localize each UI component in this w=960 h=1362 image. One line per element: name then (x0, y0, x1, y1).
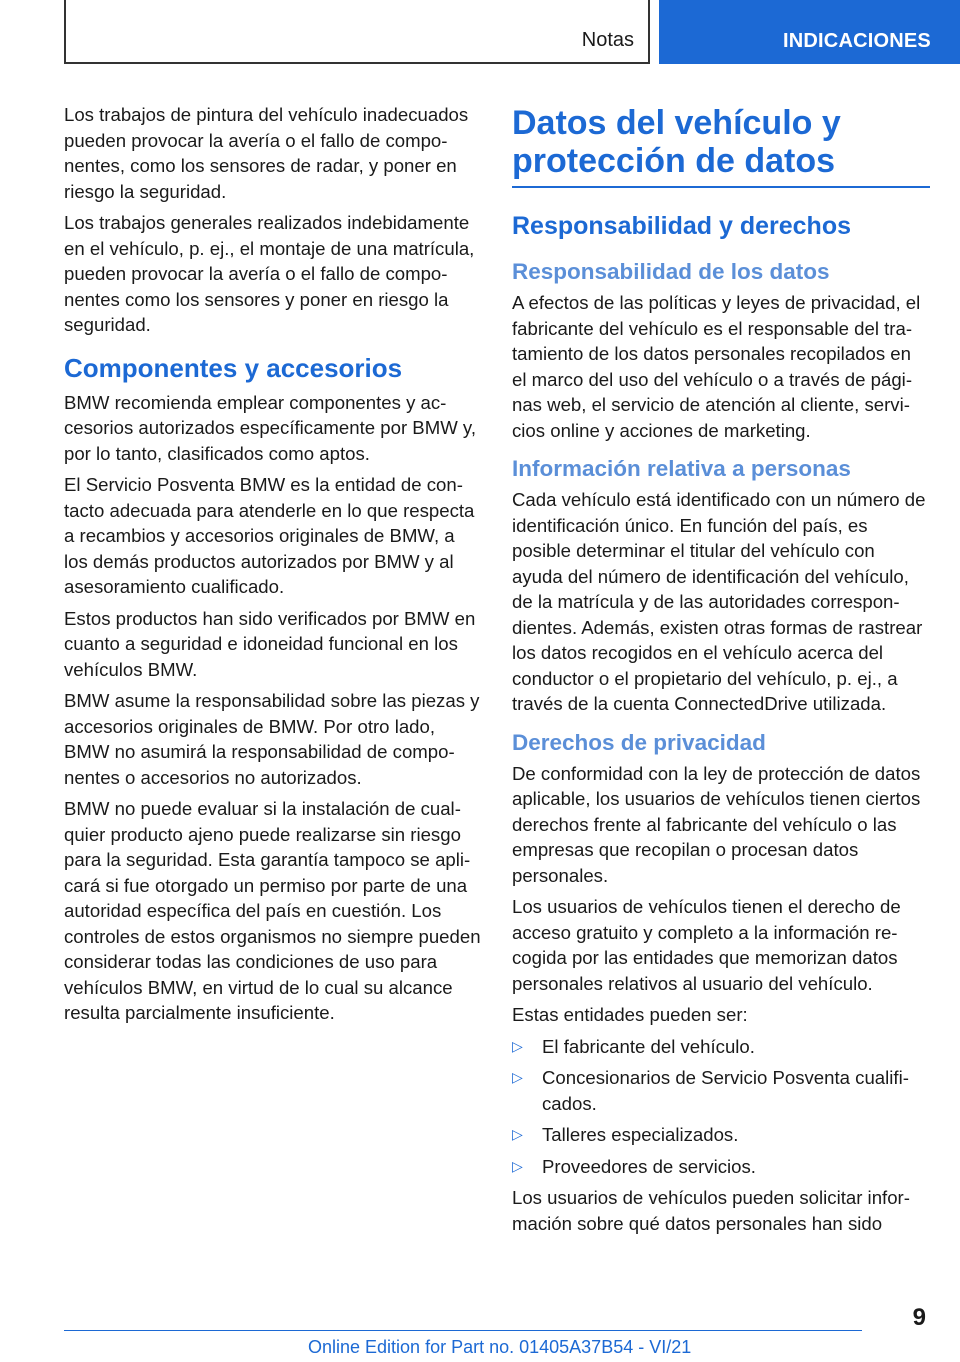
right-column (512, 104, 930, 1242)
section-tab-label: INDICACIONES (783, 30, 931, 52)
list-item (512, 1154, 930, 1180)
list-item-text: Proveedores de servicios. (542, 1155, 756, 1177)
notes-label: Notas (581, 29, 634, 51)
subheading-derechos-privacidad: Derechos de privacidad (512, 729, 766, 755)
list-item-text: El fabricante del vehículo. (542, 1035, 755, 1057)
paragraph: De conformidad con la ley de protección de datos aplicable, los usuarios de vehículos tienen ciertos derechos frente al fabricante del vehículo o las empresas que recopilan o procesan datos personales. (512, 762, 921, 886)
header-notes-box (64, 0, 650, 64)
title-divider (512, 186, 930, 188)
subheading-informacion-personas: Información relativa a personas (512, 456, 851, 481)
triangle-bullet-icon: ▷ (512, 1157, 523, 1174)
paragraph: Los usuarios de vehículos tienen el derecho de acceso gratuito y completo a la información recogida por las entidades que memorizan datos personales relativos al usuario del vehículo. (512, 896, 901, 994)
paragraph: Estas entidades pueden ser: (512, 1004, 748, 1025)
triangle-bullet-icon: ▷ (512, 1126, 523, 1142)
list-item-text: Concesionarios de Servicio Posventa cualificados. (542, 1067, 909, 1114)
list-item (512, 1065, 930, 1116)
paragraph: A efectos de las políticas y leyes de privacidad, el fabricante del vehículo es el responsable del tratamiento de los datos personales recopilados en el marco del uso del vehículo o a través de páginas web, el servicio de atención al cliente, servicios online y acciones de marketing. (512, 292, 921, 441)
section-heading-componentes: Componentes y accesorios (64, 352, 403, 383)
paragraph: Estos productos han sido verificados por BMW en cuanto a seguridad e idoneidad funcional en los vehículos BMW. (64, 607, 476, 680)
triangle-bullet-icon: ▷ (512, 1037, 523, 1054)
paragraph: BMW recomienda emplear componentes y accesorios autorizados específicamente por BMW y, por lo tanto, clasificados como aptos. (64, 391, 476, 464)
chapter-title: Datos del vehículo y protección de datos (512, 104, 841, 180)
paragraph: Los usuarios de vehículos pueden solicitar información sobre qué datos personales han sido (512, 1187, 910, 1234)
page-number: 9 (912, 1304, 926, 1331)
section-tab[interactable] (659, 0, 960, 64)
paragraph: BMW asume la responsabilidad sobre las piezas y accesorios originales de BMW. Por otro lado, BMW no asumirá la responsabilidad de componentes o accesorios no autorizados. (64, 690, 480, 788)
edition-footer: Online Edition for Part no. 01405A37B54 - VI/21 (308, 1337, 692, 1357)
paragraph: BMW no puede evaluar si la instalación de cualquier producto ajeno puede realizarse sin riesgo para la seguridad. Esta garantía tampoco se aplicará si fue otorgado un permiso por parte de una autoridad específica del país en cuestión. Los controles de estos organismos no siempre pueden considerar todas las condiciones de uso para vehículos BMW, en virtud de lo cual su alcance resulta parcialmente insuficiente. (64, 798, 481, 1023)
list-item-text: Talleres especializados. (542, 1124, 739, 1145)
paragraph: Cada vehículo está identificado con un número de identificación único. En función del país, es posible determinar el titular del vehículo con ayuda del número de identificación del vehículo, de la matrícula y de las autoridades correspondientes. Además, existen otras formas de rastrear los datos recogidos en el vehículo acerca del conductor o el propietario del vehículo, p. ej., a través de la cuenta ConnectedDrive utilizada. (512, 489, 926, 714)
paragraph: Los trabajos generales realizados indebidamente en el vehículo, p. ej., el montaje de una matrícula, pueden provocar la avería o el fallo de componentes como los sensores y poner en riesgo la seguridad. (64, 212, 475, 335)
paragraph: El Servicio Posventa BMW es la entidad de contacto adecuada para atenderle en lo que respecta a recambios y accesorios originales de BMW, a los demás productos autorizados por BMW y al asesoramiento cualificado. (64, 474, 475, 597)
subheading-responsabilidad-datos: Responsabilidad de los datos (512, 259, 830, 284)
left-column (64, 102, 482, 1032)
list-item (512, 1122, 930, 1148)
section-heading-responsabilidad-derechos: Responsabilidad y derechos (512, 212, 851, 240)
footer-divider (64, 1330, 862, 1331)
triangle-bullet-icon: ▷ (512, 1069, 523, 1085)
entities-list (512, 1034, 930, 1180)
paragraph: Los trabajos de pintura del vehículo inadecuados pueden provocar la avería o el fallo de componentes, como los sensores de radar, y poner en riesgo la seguridad. (64, 104, 469, 202)
list-item (512, 1034, 930, 1060)
